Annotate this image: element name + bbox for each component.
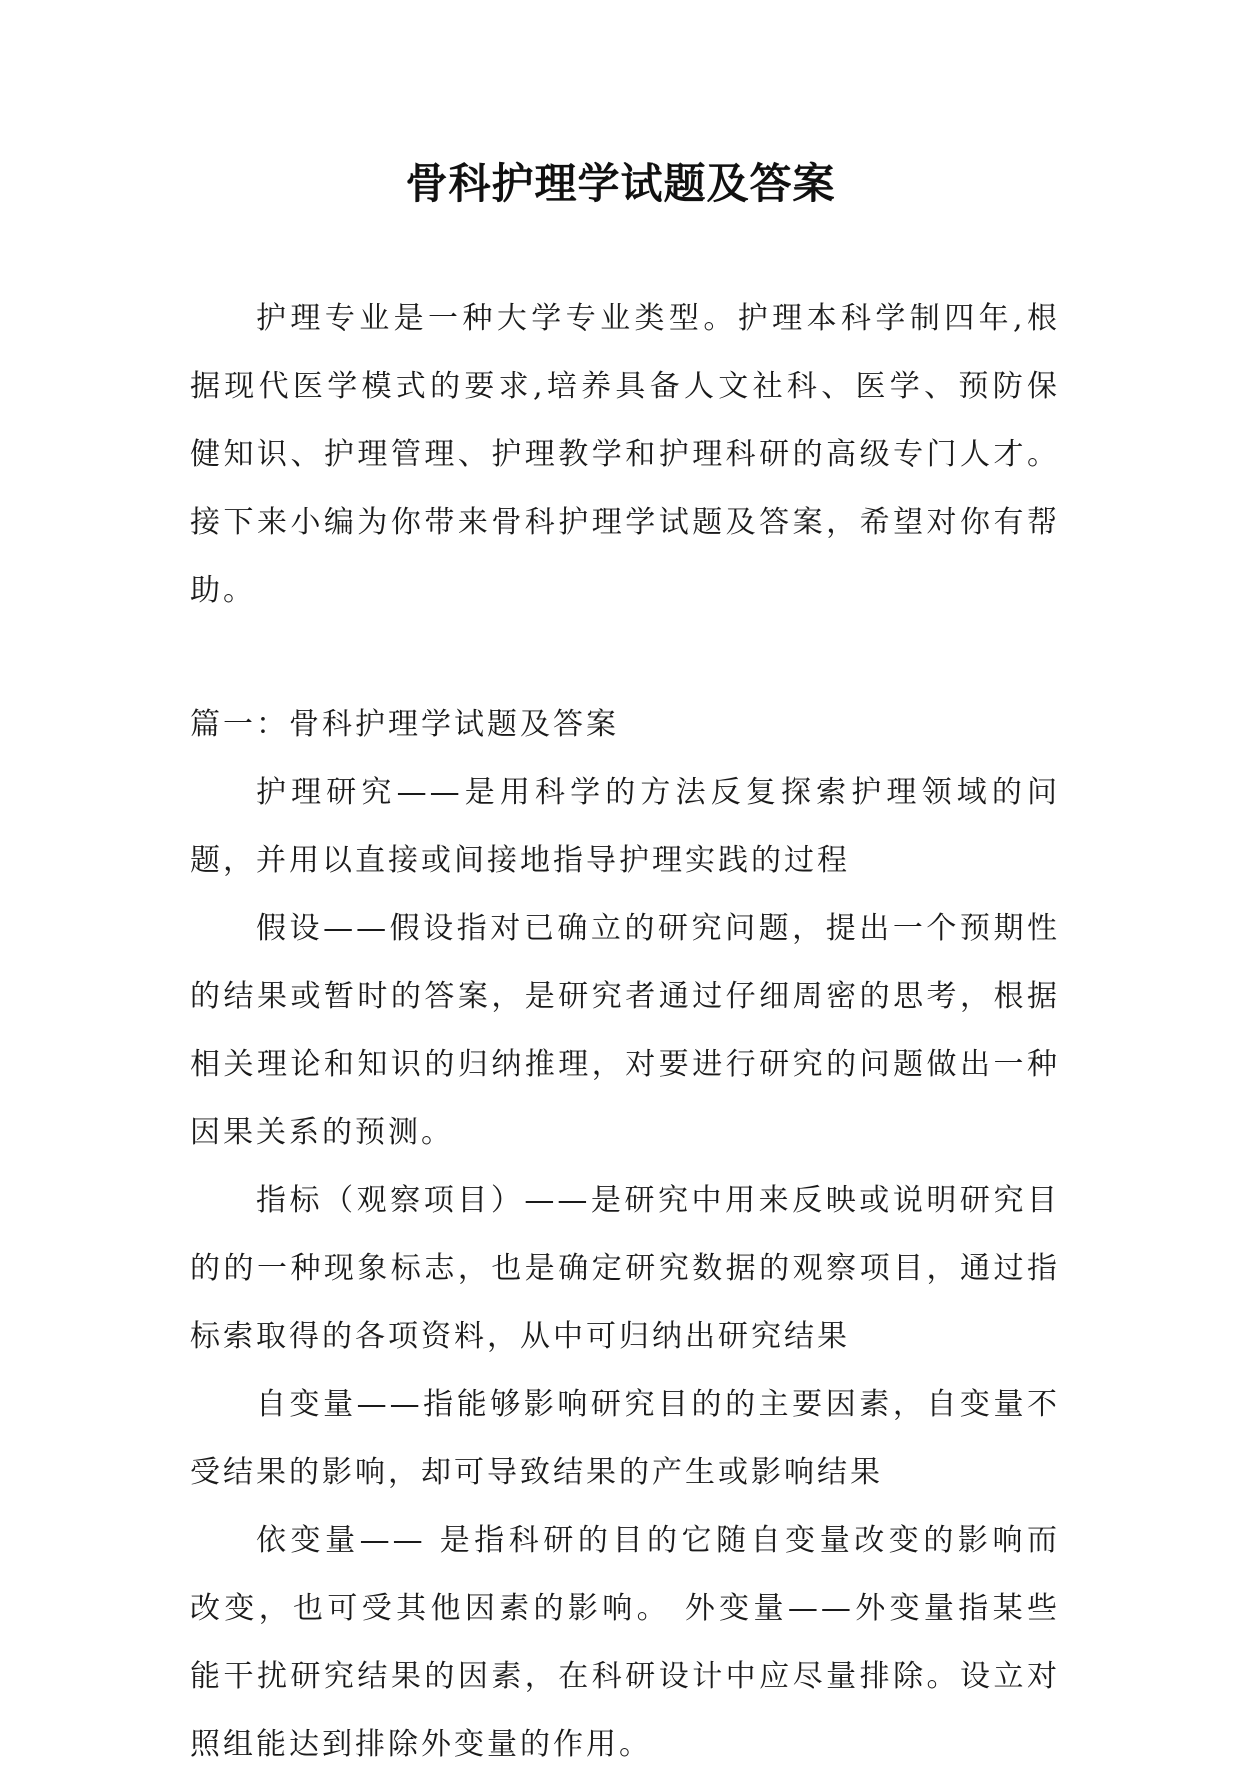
document-body [190, 285, 1060, 1779]
definition-paragraph-independent-variable: 自变量——指能够影响研究目的的主要因素，自变量不受结果的影响，却可导致结果的产生或影响结果 [190, 1387, 1060, 1490]
definition-paragraph-dependent-variable: 依变量—— 是指科研的目的它随自变量改变的影响而改变，也可受其他因素的影响。 外变量——外变量指某些能干扰研究结果的因素，在科研设计中应尽量排除。设立对照组能达到排除外变量的作用。 [190, 1523, 1060, 1762]
intro-paragraph: 护理专业是一种大学专业类型。护理本科学制四年,根据现代医学模式的要求,培养具备人文社科、医学、预防保健知识、护理管理、护理教学和护理科研的高级专门人才。接下来小编为你带来骨科护理学试题及答案，希望对你有帮助。 [190, 301, 1060, 608]
paragraph-gap [190, 625, 1060, 691]
definition-paragraph-research: 护理研究——是用科学的方法反复探索护理领域的问题，并用以直接或间接地指导护理实践的过程 [190, 775, 1060, 878]
definition-paragraph-indicator: 指标（观察项目）——是研究中用来反映或说明研究目的的一种现象标志，也是确定研究数据的观察项目，通过指标索取得的各项资料，从中可归纳出研究结果 [190, 1183, 1060, 1354]
definition-paragraph-hypothesis: 假设——假设指对已确立的研究问题，提出一个预期性的结果或暂时的答案，是研究者通过仔细周密的思考，根据相关理论和知识的归纳推理，对要进行研究的问题做出一种因果关系的预测。 [190, 911, 1060, 1150]
section-heading: 篇一：骨科护理学试题及答案 [190, 707, 619, 742]
document-title: 骨科护理学试题及答案 [405, 159, 836, 208]
